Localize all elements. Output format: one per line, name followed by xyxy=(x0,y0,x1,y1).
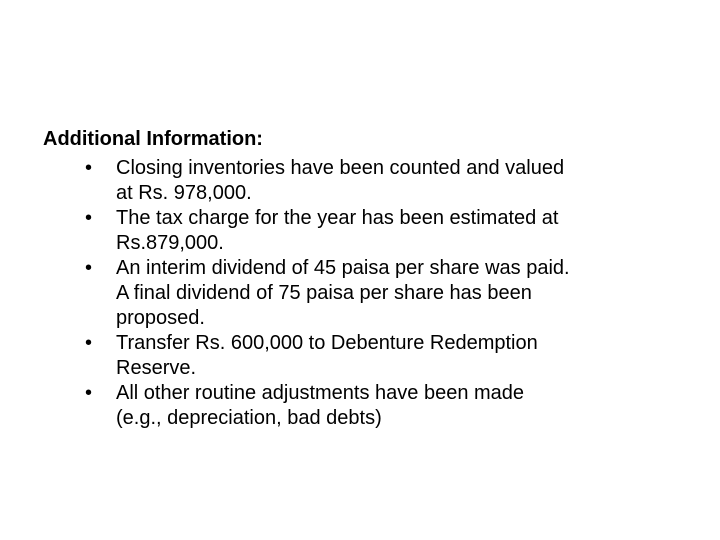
item-line: (e.g., depreciation, bad debts) xyxy=(116,407,382,429)
bullet-icon: • xyxy=(85,332,93,354)
bullet-list xyxy=(43,156,683,431)
item-line: An interim dividend of 45 paisa per share was paid. xyxy=(116,257,570,279)
item-line: A final dividend of 75 paisa per share has been xyxy=(116,282,532,304)
bullet-icon: • xyxy=(85,382,93,404)
item-line: Closing inventories have been counted and valued xyxy=(116,157,565,179)
item-line: Rs.879,000. xyxy=(116,232,224,254)
list-item xyxy=(43,331,656,381)
item-line: All other routine adjustments have been made xyxy=(116,382,525,404)
list-item xyxy=(43,256,656,331)
item-line: proposed. xyxy=(116,307,205,329)
item-line: Transfer Rs. 600,000 to Debenture Redemption xyxy=(116,332,538,354)
bullet-icon: • xyxy=(85,207,93,229)
bullet-icon: • xyxy=(85,157,93,179)
item-line: The tax charge for the year has been estimated at xyxy=(116,207,559,229)
list-item xyxy=(43,206,656,256)
slide-content xyxy=(43,126,683,431)
bullet-icon: • xyxy=(85,257,93,279)
section-heading: Additional Information: xyxy=(43,128,263,150)
list-item xyxy=(43,381,656,431)
list-item xyxy=(43,156,656,206)
item-line: at Rs. 978,000. xyxy=(116,182,252,204)
item-line: Reserve. xyxy=(116,357,197,379)
